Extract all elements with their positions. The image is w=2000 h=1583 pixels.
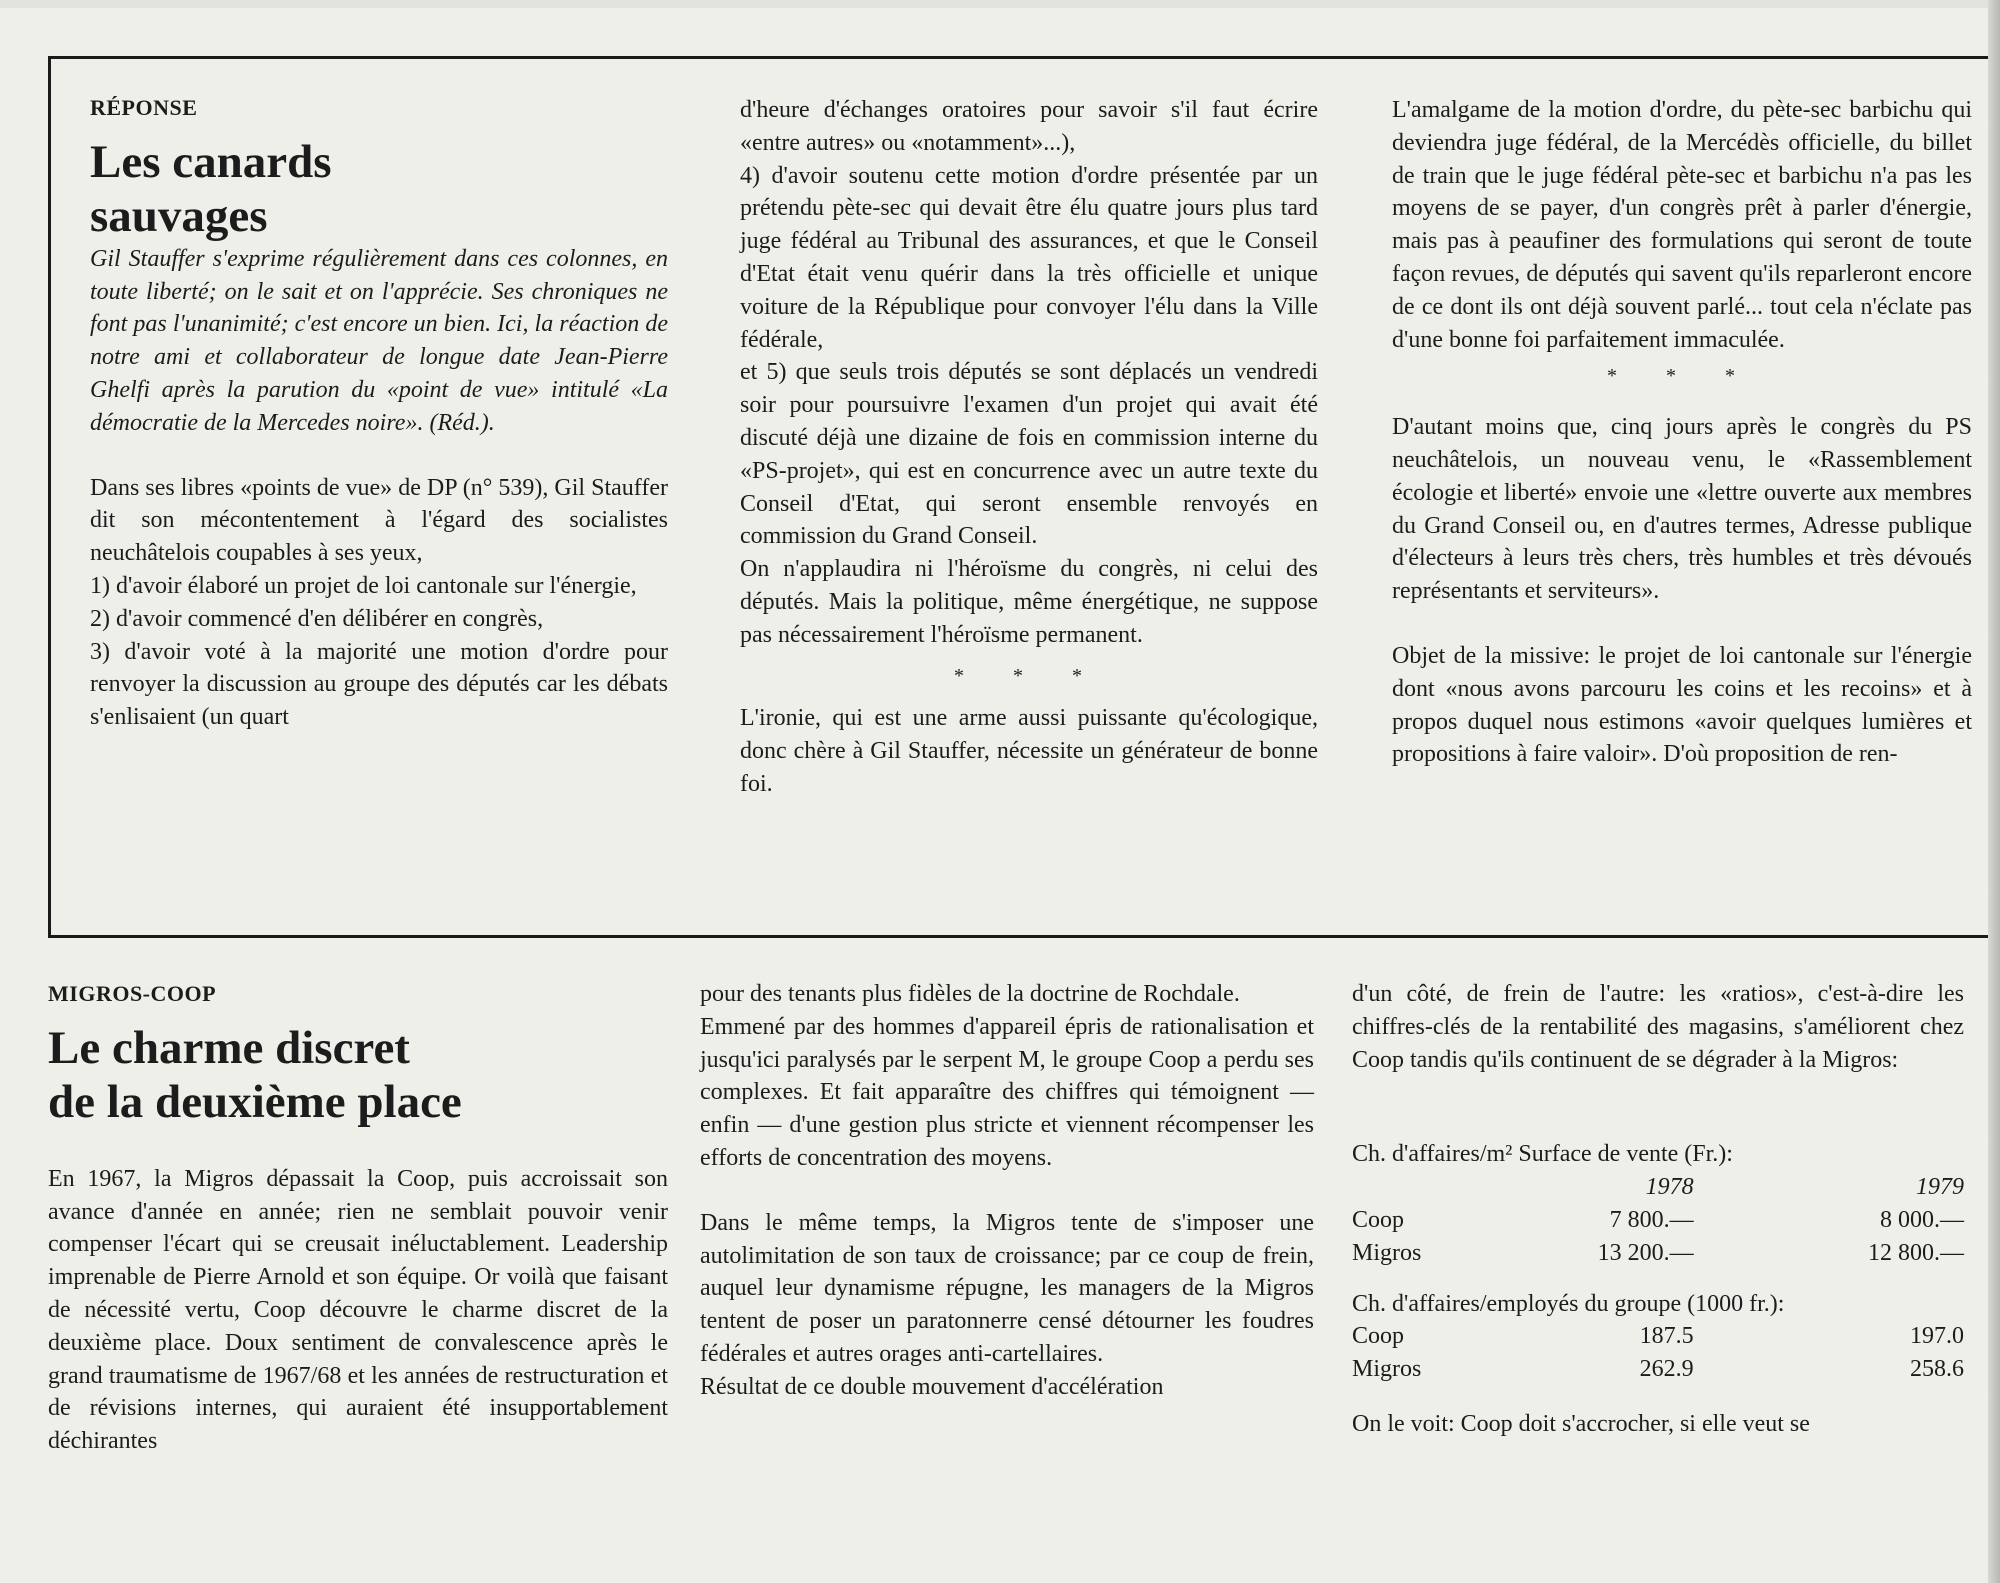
table-header-row xyxy=(1352,1171,1964,1204)
body-paragraph: L'ironie, qui est une arme aussi puissante qu'écologique, donc chère à Gil Stauffer, nécessite un générateur de bonne foi. xyxy=(740,705,1318,797)
table-title: Ch. d'affaires/employés du groupe (1000 fr.): xyxy=(1352,1290,1785,1317)
year-header: 1979 xyxy=(1916,1174,1964,1201)
headline-line-1: Les canards xyxy=(90,135,332,188)
body-paragraph: d'heure d'échanges oratoires pour savoir s'il faut écrire «entre autres» ou «notamment»...), xyxy=(740,97,1318,156)
body-paragraph: Dans ses libres «points de vue» de DP (n° 539), Gil Stauffer dit son mécontentement à l'égard des socialistes neuchâtelois coupables à ses yeux, xyxy=(90,474,668,567)
article-reponse-column-1 xyxy=(90,92,668,734)
table-title: Ch. d'affaires/m² Surface de vente (Fr.): xyxy=(1352,1141,1733,1168)
ratio-table-employees xyxy=(1352,1288,1964,1386)
body-paragraph: Dans le même temps, la Migros tente de s'imposer une autolimitation de son taux de croissance; par ce coup de frein, auquel leur dynamisme répugne, les managers de la Migros tentent de poser un paratonnerre censé détourner les foudres fédérales et autres orages anti-cartellaires. xyxy=(700,1209,1314,1367)
body-paragraph: Résultat de ce double mouvement d'accélération xyxy=(700,1373,1164,1400)
body-paragraph: En 1967, la Migros dépassait la Coop, puis accroissait son avance d'année en année; rien ne semblait pouvoir venir compenser l'écart qui se creusait inéluctablement. Leadership imprenable de Pierre Arnold et son équipe. Or voilà que faisant de nécessité vertu, Coop découvre le charme discret de la deuxième place. Doux sentiment de convalescence après le grand traumatisme de 1967/68 et les années de restructuration et de révisions internes, qui auraient été insupportablement déchirantes xyxy=(48,1165,668,1455)
year-header: 1978 xyxy=(1645,1174,1694,1201)
article-reponse-column-3 xyxy=(1392,94,1972,771)
article-migros-headline xyxy=(48,1021,668,1129)
body-paragraph: d'un côté, de frein de l'autre: les «ratios», c'est-à-dire les chiffres-clés de la rentabilité des magasins, s'améliorent chez Coop tandis qu'ils continuent de se dégrader à la Migros: xyxy=(1352,981,1964,1073)
headline-line-1: Le charme discret xyxy=(48,1021,410,1074)
body-paragraph: Objet de la missive: le projet de loi cantonale sur l'énergie dont «nous avons parcouru les coins et les recoins» et à propos duquel nous estimons «avoir quelques lumières et propositions à faire valoir». D'où proposition de ren- xyxy=(1392,642,1972,768)
headline-line-2: de la deuxième place xyxy=(48,1075,462,1128)
cell-value: 187.5 xyxy=(1639,1323,1694,1350)
body-list-item-5: et 5) que seuls trois députés se sont déplacés un vendredi soir pour poursuivre l'examen d'un projet qui avait été discuté déjà une dizaine de fois en commission interne du «PS-projet», qui est en concurrence avec un autre texte du Conseil d'Etat, qui seront ensemble renvoyés en commission du Grand Conseil. xyxy=(740,359,1318,550)
cell-value: 13 200.— xyxy=(1597,1239,1694,1266)
cell-value: 197.0 xyxy=(1910,1323,1964,1350)
body-list-item-1: 1) d'avoir élaboré un projet de loi cantonale sur l'énergie, xyxy=(90,572,637,599)
body-paragraph: On le voit: Coop doit s'accrocher, si elle veut se xyxy=(1352,1410,1810,1437)
section-separator-stars: * * * xyxy=(1607,365,1757,388)
cell-value: 7 800.— xyxy=(1609,1206,1694,1233)
body-paragraph: L'amalgame de la motion d'ordre, du pète-sec barbichu qui deviendra juge fédéral, de la Mercédès officielle, du billet de train que le juge fédéral pète-sec et barbichu n'a pas les moyens de se payer, d'un congrès prêt à parler d'énergie, mais pas à peaufiner des formulations qui seront de toute façon revues, de députés qui savent qu'ils reparleront encore de ce dont ils ont déjà souvent parlé... tout cela n'éclate pas d'une bonne foi parfaitement immaculée. xyxy=(1392,97,1972,353)
body-paragraph: On n'applaudira ni l'héroïsme du congrès, ni celui des députés. Mais la politique, même énergétique, ne suppose pas nécessairement l'héroïsme permanent. xyxy=(740,556,1318,648)
cell-value: 8 000.— xyxy=(1880,1206,1964,1233)
page-right-edge xyxy=(1988,0,2000,1583)
body-paragraph: Emmené par des hommes d'appareil épris de rationalisation et jusqu'ici paralysés par le serpent M, le groupe Coop a perdu ses complexes. Et fait apparaître des chiffres qui témoignent — enfin — d'une gestion plus stricte et viennent récompenser les efforts de concentration des moyens. xyxy=(700,1013,1314,1171)
row-label: Migros xyxy=(1352,1356,1422,1383)
body-list-item-4: 4) d'avoir soutenu cette motion d'ordre présentée par un prétendu pète-sec qui devait être élu quatre jours plus tard juge fédéral au Tribunal des assurances, et que le Conseil d'Etat était venu quérir dans la très officielle et unique voiture de la République pour convoyer l'élu dans la Ville fédérale, xyxy=(740,162,1318,353)
row-label: Migros xyxy=(1352,1239,1422,1266)
table-row xyxy=(1352,1237,1964,1270)
ratio-table-surface xyxy=(1352,1138,1964,1269)
article-migros-column-3 xyxy=(1352,978,1964,1441)
article-migros-column-2 xyxy=(700,978,1314,1404)
row-label: Coop xyxy=(1352,1323,1405,1350)
table-surface xyxy=(1352,1171,1964,1269)
article-reponse-kicker: RÉPONSE xyxy=(90,95,198,120)
article-migros-kicker: MIGROS-COOP xyxy=(48,981,217,1006)
table-row xyxy=(1352,1353,1964,1386)
row-label: Coop xyxy=(1352,1206,1405,1233)
cell-value: 12 800.— xyxy=(1868,1239,1964,1266)
article-reponse-column-2 xyxy=(740,94,1318,801)
table-row xyxy=(1352,1320,1964,1353)
article-migros-column-1 xyxy=(48,978,668,1458)
editorial-intro: Gil Stauffer s'exprime régulièrement dans ces colonnes, en toute liberté; on le sait et on l'apprécie. Ses chroniques ne font pas l'unanimité; c'est encore un bien. Ici, la réaction de notre ami et collaborateur de longue date Jean-Pierre Ghelfi après la parution du «point de vue» intitulé «La démocratie de la Mercedes noire». (Réd.). xyxy=(90,245,668,436)
body-paragraph: D'autant moins que, cinq jours après le congrès du PS neuchâtelois, un nouveau venu, le «Rassemblement écologie et liberté» envoie une «lettre ouverte aux membres du Grand Conseil ou, en d'autres termes, Adresse publique d'électeurs à leurs très chers, très humbles et très dévoués représentants et serviteurs». xyxy=(1392,414,1972,605)
body-list-item-2: 2) d'avoir commencé d'en délibérer en congrès, xyxy=(90,605,544,632)
headline-line-2: sauvages xyxy=(90,189,268,242)
table-employees xyxy=(1352,1320,1964,1386)
cell-value: 262.9 xyxy=(1639,1356,1694,1383)
body-list-item-3: 3) d'avoir voté à la majorité une motion d'ordre pour renvoyer la discussion au groupe des députés car les débats s'enlisaient (un quart xyxy=(90,638,668,731)
article-reponse-headline xyxy=(90,135,668,243)
cell-value: 258.6 xyxy=(1910,1356,1964,1383)
section-separator-stars: * * * xyxy=(954,664,1104,687)
table-row xyxy=(1352,1204,1964,1237)
page-top-edge xyxy=(0,0,2000,8)
body-paragraph: pour des tenants plus fidèles de la doctrine de Rochdale. xyxy=(700,981,1240,1007)
article-reponse-body-col1 xyxy=(90,472,668,734)
